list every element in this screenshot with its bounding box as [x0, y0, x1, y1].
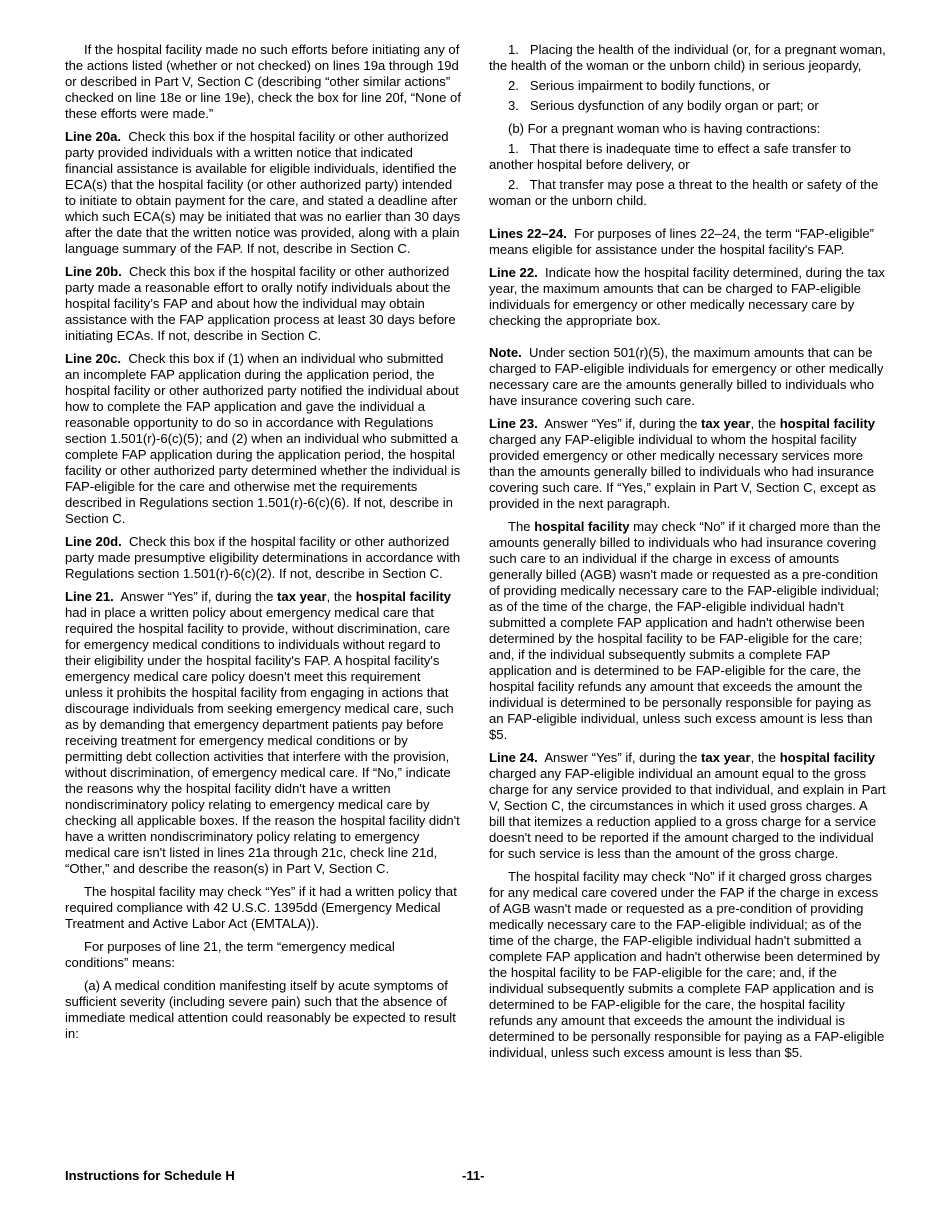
list-item-b1: 1. That there is inadequate time to effect a safe transfer to another hospital before delivery, or — [489, 141, 852, 172]
paragraph-line-23-exception: The hospital facility may check “No” if it charged more than the amounts generally billed to individuals who had insurance covering such care to an individual if the charge in excess of amounts generally billed (AGB) wasn't made or requested as a pre-condition of providing medically necessary care to the FAP-eligible individual; as of the time of the charge, the FAP-eligible individual hadn't submitted a complete FAP application and hadn't otherwise been determined by the hospital facility to be FAP-eligible for the care; and, if the individual subsequently submits a complete FAP application and is determined to be FAP-eligible for the care, the hospital facility refunds any amount that exceeds the amount the individual is determined to be personally responsible for paying as an FAP-eligible individual, unless such excess amount is less than $5. — [489, 519, 881, 742]
paragraph-condition-b: (b) For a pregnant woman who is having contractions: — [508, 121, 821, 136]
paragraph-line-24: Line 24. Answer “Yes” if, during the tax year, the hospital facility charged any FAP-eligible individual an amount equal to the gross charge for any service provided to that individual, and explain in Part V, Section C, the circumstances in which it used gross charges. A bill that itemizes a reduction applied to a gross charge for a service doesn't need to be reported if the amount charged to the individual for such service is less than the amount of the gross charge. — [489, 750, 886, 861]
line-20c-label: Line 20c. — [65, 351, 122, 366]
paragraph-lines-22-24: Lines 22–24. For purposes of lines 22–24, the term “FAP-eligible” means eligible for assistance under the hospital facility's FAP. — [489, 226, 875, 257]
paragraph-line-22: Line 22. Indicate how the hospital facility determined, during the tax year, the maximum amounts that can be charged to FAP-eligible individuals for emergency or other medically necessary care by checking the appropriate box. — [489, 265, 885, 328]
line-20b-label: Line 20b. — [65, 264, 122, 279]
paragraph-line-20c: Line 20c. Check this box if (1) when an individual who submitted an incomplete FAP application during the application period, the hospital facility or other authorized party notified the individual about how to complete the FAP application and gave the individual a reasonable opportunity to do so in accordance with Regulations section 1.501(r)-6(c)(5); and (2) when an individual who submitted a complete FAP application during the application period, the hospital facility or other authorized party determined whether the individual is FAP-eligible for the care and otherwise met the requirements described in Regulations section 1.501(r)-6(c)(6). If not, describe in Section C. — [65, 351, 461, 526]
paragraph-line-20d: Line 20d. Check this box if the hospital facility or other authorized party made presumptive eligibility determinations in accordance with Regulations section 1.501(r)-6(c)(2). If not, describe in Section C. — [65, 534, 461, 581]
line-21-label: Line 21. — [65, 589, 114, 604]
paragraph-emtala: The hospital facility may check “Yes” if it had a written policy that required compliance with 42 U.S.C. 1395dd (Emergency Medical Treatment and Active Labor Act (EMTALA)). — [65, 884, 457, 931]
line-20a-label: Line 20a. — [65, 129, 122, 144]
list-item-b2: 2. That transfer may pose a threat to the health or safety of the woman or the unborn child. — [489, 177, 879, 208]
paragraph-emergency-conditions: For purposes of line 21, the term “emergency medical conditions” means: — [65, 939, 395, 970]
list-item-a3: 3. Serious dysfunction of any bodily organ or part; or — [508, 98, 819, 113]
paragraph-line-23: Line 23. Answer “Yes” if, during the tax year, the hospital facility charged any FAP-eligible individual to whom the hospital facility provided emergency or other medically necessary services more than the amounts generally billed to individuals who had insurance covering such care. If “Yes,” explain in Part V, Section C, except as provided in the next paragraph. — [489, 416, 876, 511]
page-number: -11- — [462, 1168, 485, 1183]
paragraph-line-24-exception: The hospital facility may check “No” if it charged gross charges for any medical care covered under the FAP if the charge in excess of AGB wasn't made or requested as a pre-condition of providing medically necessary care to the FAP-eligible individual; as of the time of the charge, the FAP-eligible individual hadn't submitted a complete FAP application and hadn't otherwise been determined by the hospital facility to be FAP-eligible for the care; and, if the individual subsequently submits a complete FAP application and is determined to be FAP-eligible for the care, the hospital facility refunds any amount that exceeds the amount the individual is determined to be personally responsible for paying as a FAP-eligible individual, unless such excess amount is less than $5. — [489, 869, 885, 1060]
paragraph-line-20b: Line 20b. Check this box if the hospital facility or other authorized party made a reasonable effort to orally notify individuals about the hospital facility’s FAP and about how the individual may obtain assistance with the FAP application process at least 30 days before initiating ECAs. If not, describe in Section C. — [65, 264, 456, 343]
note-label: Note. — [489, 345, 522, 360]
paragraph-condition-a: (a) A medical condition manifesting itself by acute symptoms of sufficient severity (including severe pain) such that the absence of immediate medical attention could reasonably be expected to result in: — [65, 978, 456, 1041]
list-item-a1: 1. Placing the health of the individual (or, for a pregnant woman, the health of the woman or the unborn child) in serious jeopardy, — [489, 42, 886, 73]
lines-22-24-label: Lines 22–24. — [489, 226, 567, 241]
paragraph-line-20f: If the hospital facility made no such efforts before initiating any of the actions listed (whether or not checked) on lines 19a through 19d or described in Part V, Section C (describing “other similar actions” checked on line 18e or line 19e), check the box for line 20f, “None of these efforts were made.” — [65, 42, 461, 121]
line-22-label: Line 22. — [489, 265, 538, 280]
line-23-label: Line 23. — [489, 416, 538, 431]
left-column — [65, 42, 461, 1049]
right-column — [489, 42, 886, 1068]
line-24-label: Line 24. — [489, 750, 538, 765]
paragraph-line-21: Line 21. Answer “Yes” if, during the tax year, the hospital facility had in place a written policy about emergency medical care that required the hospital facility to provide, without discrimination, care for emergency medical conditions to individuals without regard to their eligibility under the hospital facility's FAP. A hospital facility's emergency medical care policy doesn't meet this requirement unless it prohibits the hospital facility from engaging in actions that discourage individuals from seeking emergency medical care, such as by demanding that emergency department patients pay before receiving treatment for emergency medical conditions or by permitting debt collection activities that interfere with the provision, without discrimination, of emergency medical care. If “No,” indicate the reasons why the hospital facility didn't have a written nondiscriminatory policy relating to emergency medical care by checking all applicable boxes. If the reason the hospital facility didn't have a written nondiscriminatory policy relating to emergency medical care isn't listed in lines 21a through 21c, check line 21d, “Other,” and describe the reason(s) in Part V, Section C. — [65, 589, 460, 876]
paragraph-line-20a: Line 20a. Check this box if the hospital facility or other authorized party provided individuals with a written notice that indicated financial assistance is available for eligible individuals, identified the ECA(s) that the hospital facility (or other authorized party) intended to initiate to obtain payment for the care, and stated a deadline after which such ECA(s) may be initiated that was no earlier than 30 days after the date that the written notice was provided, along with a plain language summary of the FAP. If not, describe in Section C. — [65, 129, 461, 256]
footer-title: Instructions for Schedule H — [65, 1168, 235, 1183]
paragraph-note: Note. Under section 501(r)(5), the maximum amounts that can be charged to FAP-eligible individuals for emergency or other medically necessary care are the amounts generally billed to individuals who have insurance covering such care. — [489, 345, 884, 408]
list-item-a2: 2. Serious impairment to bodily functions, or — [508, 78, 770, 93]
line-20d-label: Line 20d. — [65, 534, 122, 549]
